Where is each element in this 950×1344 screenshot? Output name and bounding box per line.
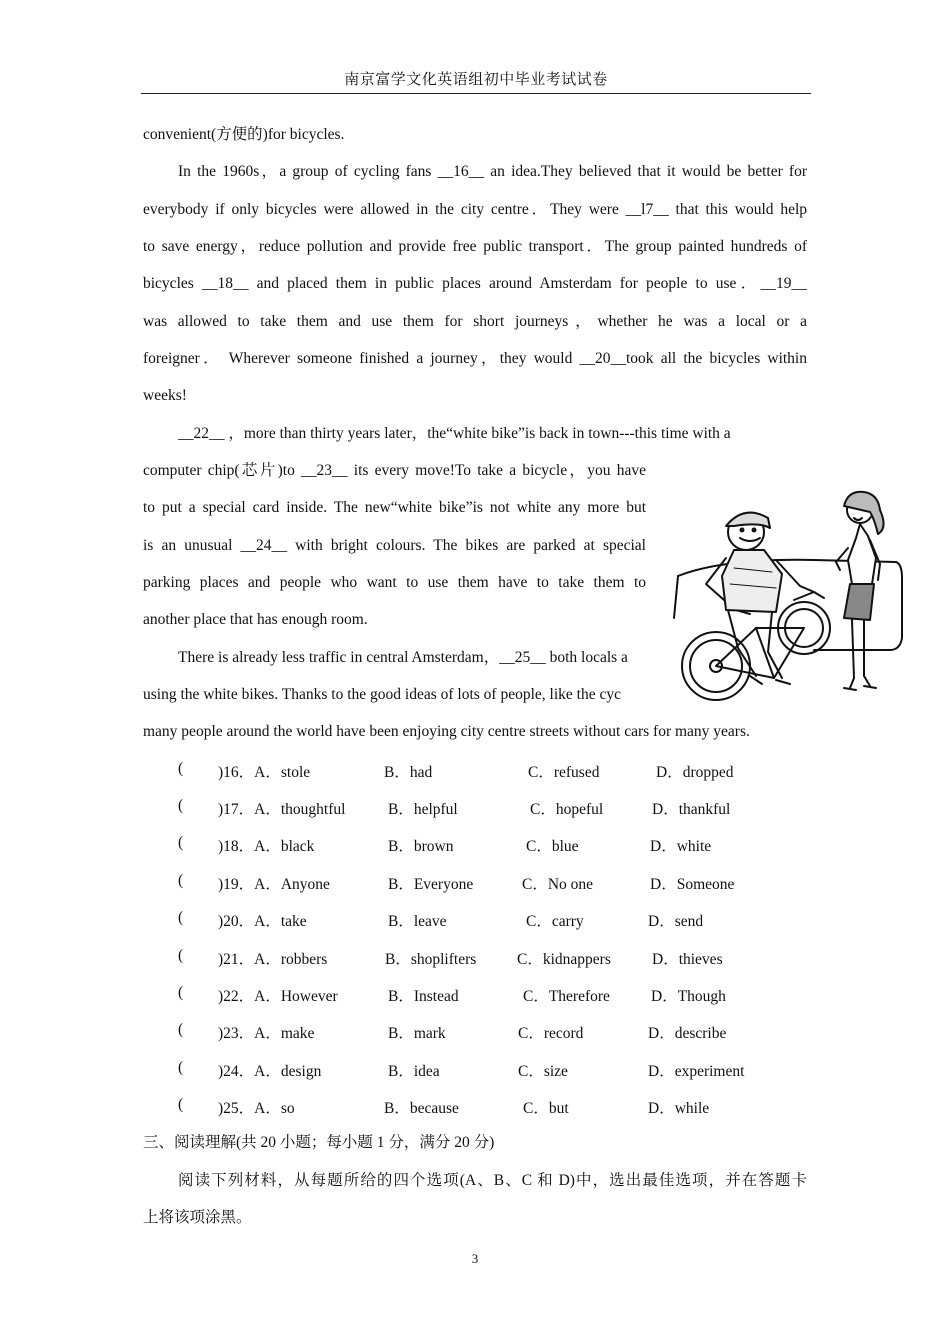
passage-line: parking places and people who want to use them have to take them to (143, 574, 646, 591)
section-title: 三、阅读理解(共 20 小题；每小题 1 分，满分 20 分) (143, 1134, 495, 1151)
section-instructions: 阅读下列材料，从每题所给的四个选项(A、B、C 和 D)中，选出最佳选项，并在答题卡 (178, 1172, 807, 1189)
page-number: 3 (471, 1251, 479, 1266)
passage-line: bicycles __18__ and placed them in public places around Amsterdam for people to use．__19__ (143, 275, 807, 292)
passage-line: computer chip(芯片)to __23__ its every move!To take a bicycle，you have (143, 462, 646, 479)
passage-line: There is already less traffic in central Amsterdam，__25__ both locals a (178, 649, 628, 666)
passage-line: another place that has enough room. (143, 611, 368, 628)
page-header: 南京富学文化英语组初中毕业考试试卷 (141, 68, 811, 94)
passage-line: __22__ ，more than thirty years later，the“white bike”is back in town---this time with a (178, 425, 731, 442)
passage-line: In the 1960s，a group of cycling fans __16__ an idea.They believed that it would be better for (178, 163, 807, 180)
passage-line: is an unusual __24__ with bright colours. The bikes are parked at special (143, 537, 646, 554)
passage-line: was allowed to take them and use them for short journeys，whether he was a local or a (143, 313, 807, 330)
passage-line: many people around the world have been enjoying city centre streets without cars for many years. (143, 723, 750, 740)
passage-line: to put a special card inside. The new“white bike”is not white any more but (143, 499, 646, 516)
cyclist-illustration (664, 488, 910, 725)
passage-line: to save energy，reduce pollution and provide free public transport．The group painted hundreds of (143, 238, 807, 255)
passage-line: weeks! (143, 387, 187, 404)
section-instructions: 上将该项涂黑。 (143, 1209, 252, 1226)
passage-line: foreigner． Wherever someone finished a journey，they would __20__took all the bicycles within (143, 350, 807, 367)
passage-line: convenient(方便的)for bicycles. (143, 126, 345, 143)
passage-line: everybody if only bicycles were allowed in the city centre．They were __l7__ that this would help (143, 201, 807, 218)
passage-line: using the white bikes. Thanks to the good ideas of lots of people, like the cyc (143, 686, 621, 703)
